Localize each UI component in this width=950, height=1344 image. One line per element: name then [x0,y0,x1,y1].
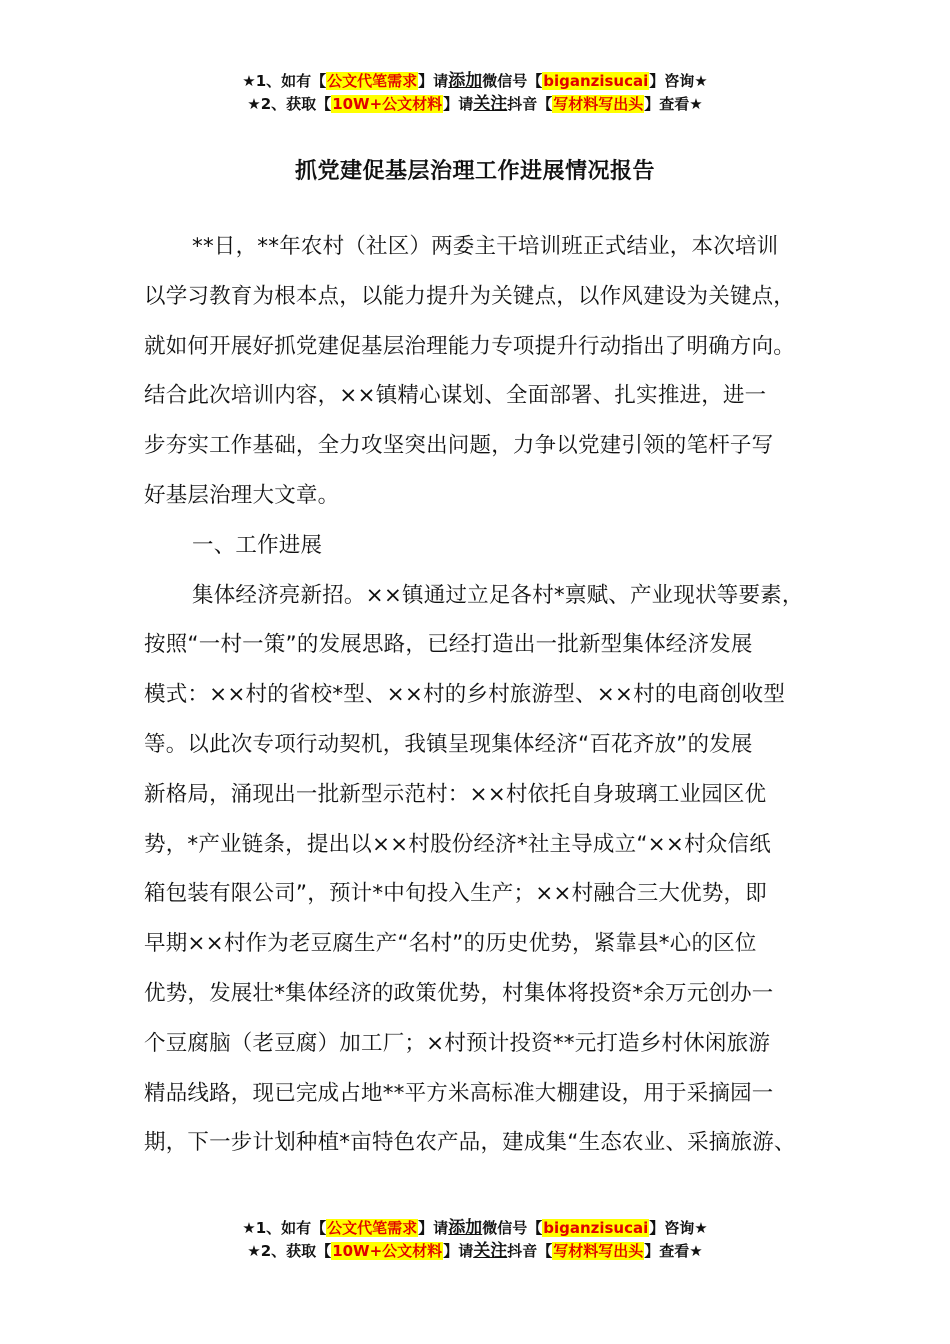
douyin-account[interactable]: 写材料写出头 [553,95,644,113]
body-line: 个豆腐脑（老豆腐）加工厂；×村预计投资**元打造乡村休闲旅游 [144,1030,771,1056]
highlight-materials: 10W+公文材料 [332,1242,443,1260]
footer-banner [0,1217,950,1263]
footer-banner-line-1: ★1、如有【公文代笔需求】请添加微信号【biganzisucai】咨询★ [242,1218,708,1238]
douyin-account[interactable]: 写材料写出头 [553,1242,644,1260]
body-line: 结合此次培训内容，××镇精心谋划、全面部署、扎实推进，进一 [144,383,767,409]
wechat-id[interactable]: biganzisucai [543,1219,649,1237]
body-line: 精品线路，现已完成占地**平方米高标准大棚建设，用于采摘园一 [144,1080,774,1106]
header-banner-line-2: ★2、获取【10W+公文材料】请关注抖音【写材料写出头】查看★ [247,94,703,114]
highlight-materials: 10W+公文材料 [332,95,443,113]
section-heading: 一、工作进展 [192,532,323,558]
document-title: 抓党建促基层治理工作进展情况报告 [294,159,655,184]
body-line: 好基层治理大文章。 [144,482,340,508]
highlight-service: 公文代笔需求 [327,72,418,90]
body-line: 箱包装有限公司”，预计*中旬投入生产；××村融合三大优势，即 [144,881,767,907]
highlight-service: 公文代笔需求 [327,1219,418,1237]
body-line: 势，*产业链条，提出以××村股份经济*社主导成立“××村众信纸 [144,831,771,857]
body-line: **日，**年农村（社区）两委主干培训班正式结业，本次培训 [192,234,779,259]
wechat-id[interactable]: biganzisucai [543,72,649,90]
header-banner-line-1: ★1、如有【公文代笔需求】请添加微信号【biganzisucai】咨询★ [242,71,708,91]
body-line: 以学习教育为根本点，以能力提升为关键点，以作风建设为关键点， [144,283,796,309]
body-line: 就如何开展好抓党建促基层治理能力专项提升行动指出了明确方向。 [144,333,796,359]
header-banner [0,70,950,116]
body-line: 步夯实工作基础，全力攻坚突出问题，力争以党建引领的笔杆子写 [144,433,774,459]
body-line: 集体经济亮新招。××镇通过立足各村*禀赋、产业现状等要素， [192,582,804,608]
body-line: 优势，发展壮*集体经济的政策优势，村集体将投资*余万元创办一 [144,980,774,1006]
body-line: 早期××村作为老豆腐生产“名村”的历史优势，紧靠县*心的区位 [144,931,757,957]
body-line: 按照“一村一策”的发展思路，已经打造出一批新型集体经济发展 [144,632,753,658]
body-line: 等。以此次专项行动契机，我镇呈现集体经济“百花齐放”的发展 [144,731,753,757]
body-line: 模式：××村的省校*型、××村的乡村旅游型、××村的电商创收型 [144,682,786,708]
body-line: 新格局，涌现出一批新型示范村：××村依托自身玻璃工业园区优 [144,781,767,807]
body-line: 期，下一步计划种植*亩特色农产品，建成集“生态农业、采摘旅游、 [144,1130,796,1156]
footer-banner-line-2: ★2、获取【10W+公文材料】请关注抖音【写材料写出头】查看★ [247,1241,703,1261]
document-body [144,222,834,1168]
